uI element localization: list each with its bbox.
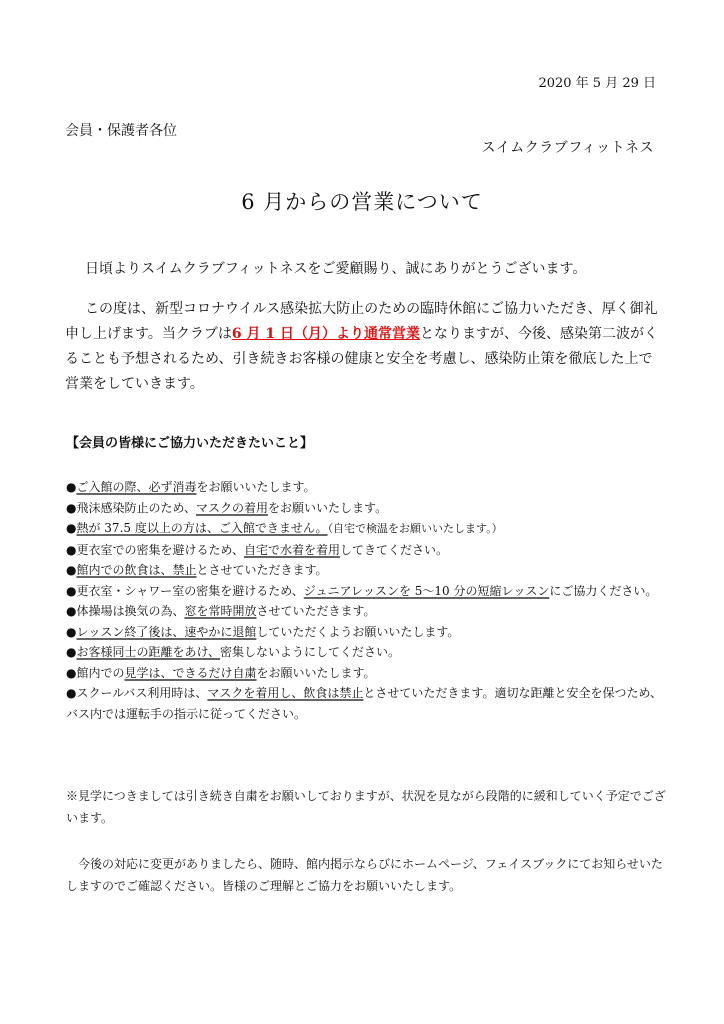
bullet-icon: ●	[66, 624, 77, 639]
section-title: 【会員の皆様にご協力いただきたいこと】	[66, 436, 314, 451]
item-text: をお願いいたします。	[268, 500, 388, 515]
bullet-icon: ●	[66, 645, 77, 659]
underlined-text: 熱が 37.5 度以上の方は、ご入館できません。	[76, 521, 328, 535]
underlined-text: 窓を常時開放	[184, 604, 257, 618]
bullet-icon: ●	[66, 583, 77, 598]
item-text: 飛沫感染防止のため、	[76, 500, 197, 515]
item-text: スクールバス利用時は、	[76, 686, 208, 700]
item-text: してきてください。	[340, 542, 449, 557]
recipients: 会員・保護者各位	[65, 123, 177, 139]
announcement-text-after: となりますが、今後、感染第二波がくることも予想されるため、引き続きお客様の健康と安全を考慮し、感染防止策を徹底した上で営業をしていきます。	[65, 326, 658, 392]
list-item	[66, 540, 666, 561]
item-text: していただくようお願いいたします。	[256, 624, 460, 639]
item-text: 館内での	[76, 665, 125, 680]
list-item	[66, 518, 666, 540]
closing-paragraph: 今後の対応に変更がありましたら、随時、館内掲示ならびにホームページ、フェイスブックにてお知らせいたしますのでご確認ください。皆様のご理解とご協力をお願いいたします。	[66, 857, 663, 893]
list-item	[66, 498, 666, 519]
announcement-text-before: この度は、新型コロナウイルス感染拡大防止のための臨時休館にご協力いただき、厚く御礼申し上げます。当クラブは	[65, 301, 658, 342]
item-text: 体操場は換気の為、	[76, 604, 185, 618]
sender-name: スイムクラブフィットネス	[481, 140, 654, 156]
reopening-highlight: 6 月 1 日（月）より通常営業	[231, 326, 420, 342]
underlined-text: ご入館の際、必ず消毒	[76, 480, 197, 494]
list-item	[66, 642, 666, 663]
item-text: 更衣室・シャワー室の密集を避けるため、	[76, 583, 304, 598]
underlined-text: 見学は、できるだけ自粛	[124, 665, 257, 680]
greeting-paragraph: 日頃よりスイムクラブフィットネスをご愛顧賜り、誠にありがとうございます。	[85, 261, 587, 277]
announcement-paragraph	[65, 297, 665, 397]
document-date: 2020 年 5 月 29 日	[538, 76, 656, 91]
request-list	[66, 477, 666, 724]
underlined-text: ジュニアレッスンを 5～10 分の短縮レッスン	[303, 583, 550, 598]
bullet-icon: ●	[66, 542, 77, 557]
underlined-text: お客様同士の距離をあけ、	[76, 645, 221, 659]
item-text: をお願いいたします。	[196, 480, 316, 494]
item-text: とさせていただきます。適切な距離と安全を保つため、バス内では運転手の指示に従ってください。	[66, 686, 662, 721]
list-item	[66, 477, 666, 498]
item-text: にご協力ください。	[549, 583, 658, 598]
item-note: （自宅で検温をお願いいたします。）	[327, 522, 503, 535]
underlined-text: レッスン終了後は、速やかに退館	[76, 624, 257, 639]
item-text: 密集しないようにしてください。	[220, 645, 401, 659]
list-item	[66, 622, 666, 643]
bullet-icon: ●	[66, 521, 77, 535]
bullet-icon: ●	[66, 480, 77, 494]
bullet-icon: ●	[66, 604, 77, 618]
document-title: 6 月からの営業について	[241, 190, 483, 214]
list-item	[66, 663, 666, 684]
list-item	[66, 581, 666, 602]
bullet-icon: ●	[66, 500, 77, 515]
list-item	[66, 683, 666, 724]
underlined-text: 自宅で水着を着用	[244, 542, 341, 557]
underlined-text: マスクを着用し、飲食は禁止	[207, 686, 364, 700]
bullet-icon: ●	[66, 563, 77, 577]
list-item	[66, 560, 666, 581]
bullet-icon: ●	[66, 665, 77, 680]
list-item	[66, 601, 666, 622]
item-text: 更衣室での密集を避けるため、	[76, 542, 245, 557]
item-text: をお願いいたします。	[256, 665, 376, 680]
bullet-icon: ●	[66, 686, 77, 700]
underlined-text: マスクの着用	[196, 500, 269, 515]
item-text: させていただきます。	[256, 604, 376, 618]
item-text: とさせていただきます。	[196, 563, 328, 577]
underlined-text: 館内での飲食は、禁止	[76, 563, 197, 577]
visit-note: ※見学につきましては引き続き自粛をお願いしておりますが、状況を見ながら段階的に緩和していく予定でございます。	[66, 789, 666, 825]
